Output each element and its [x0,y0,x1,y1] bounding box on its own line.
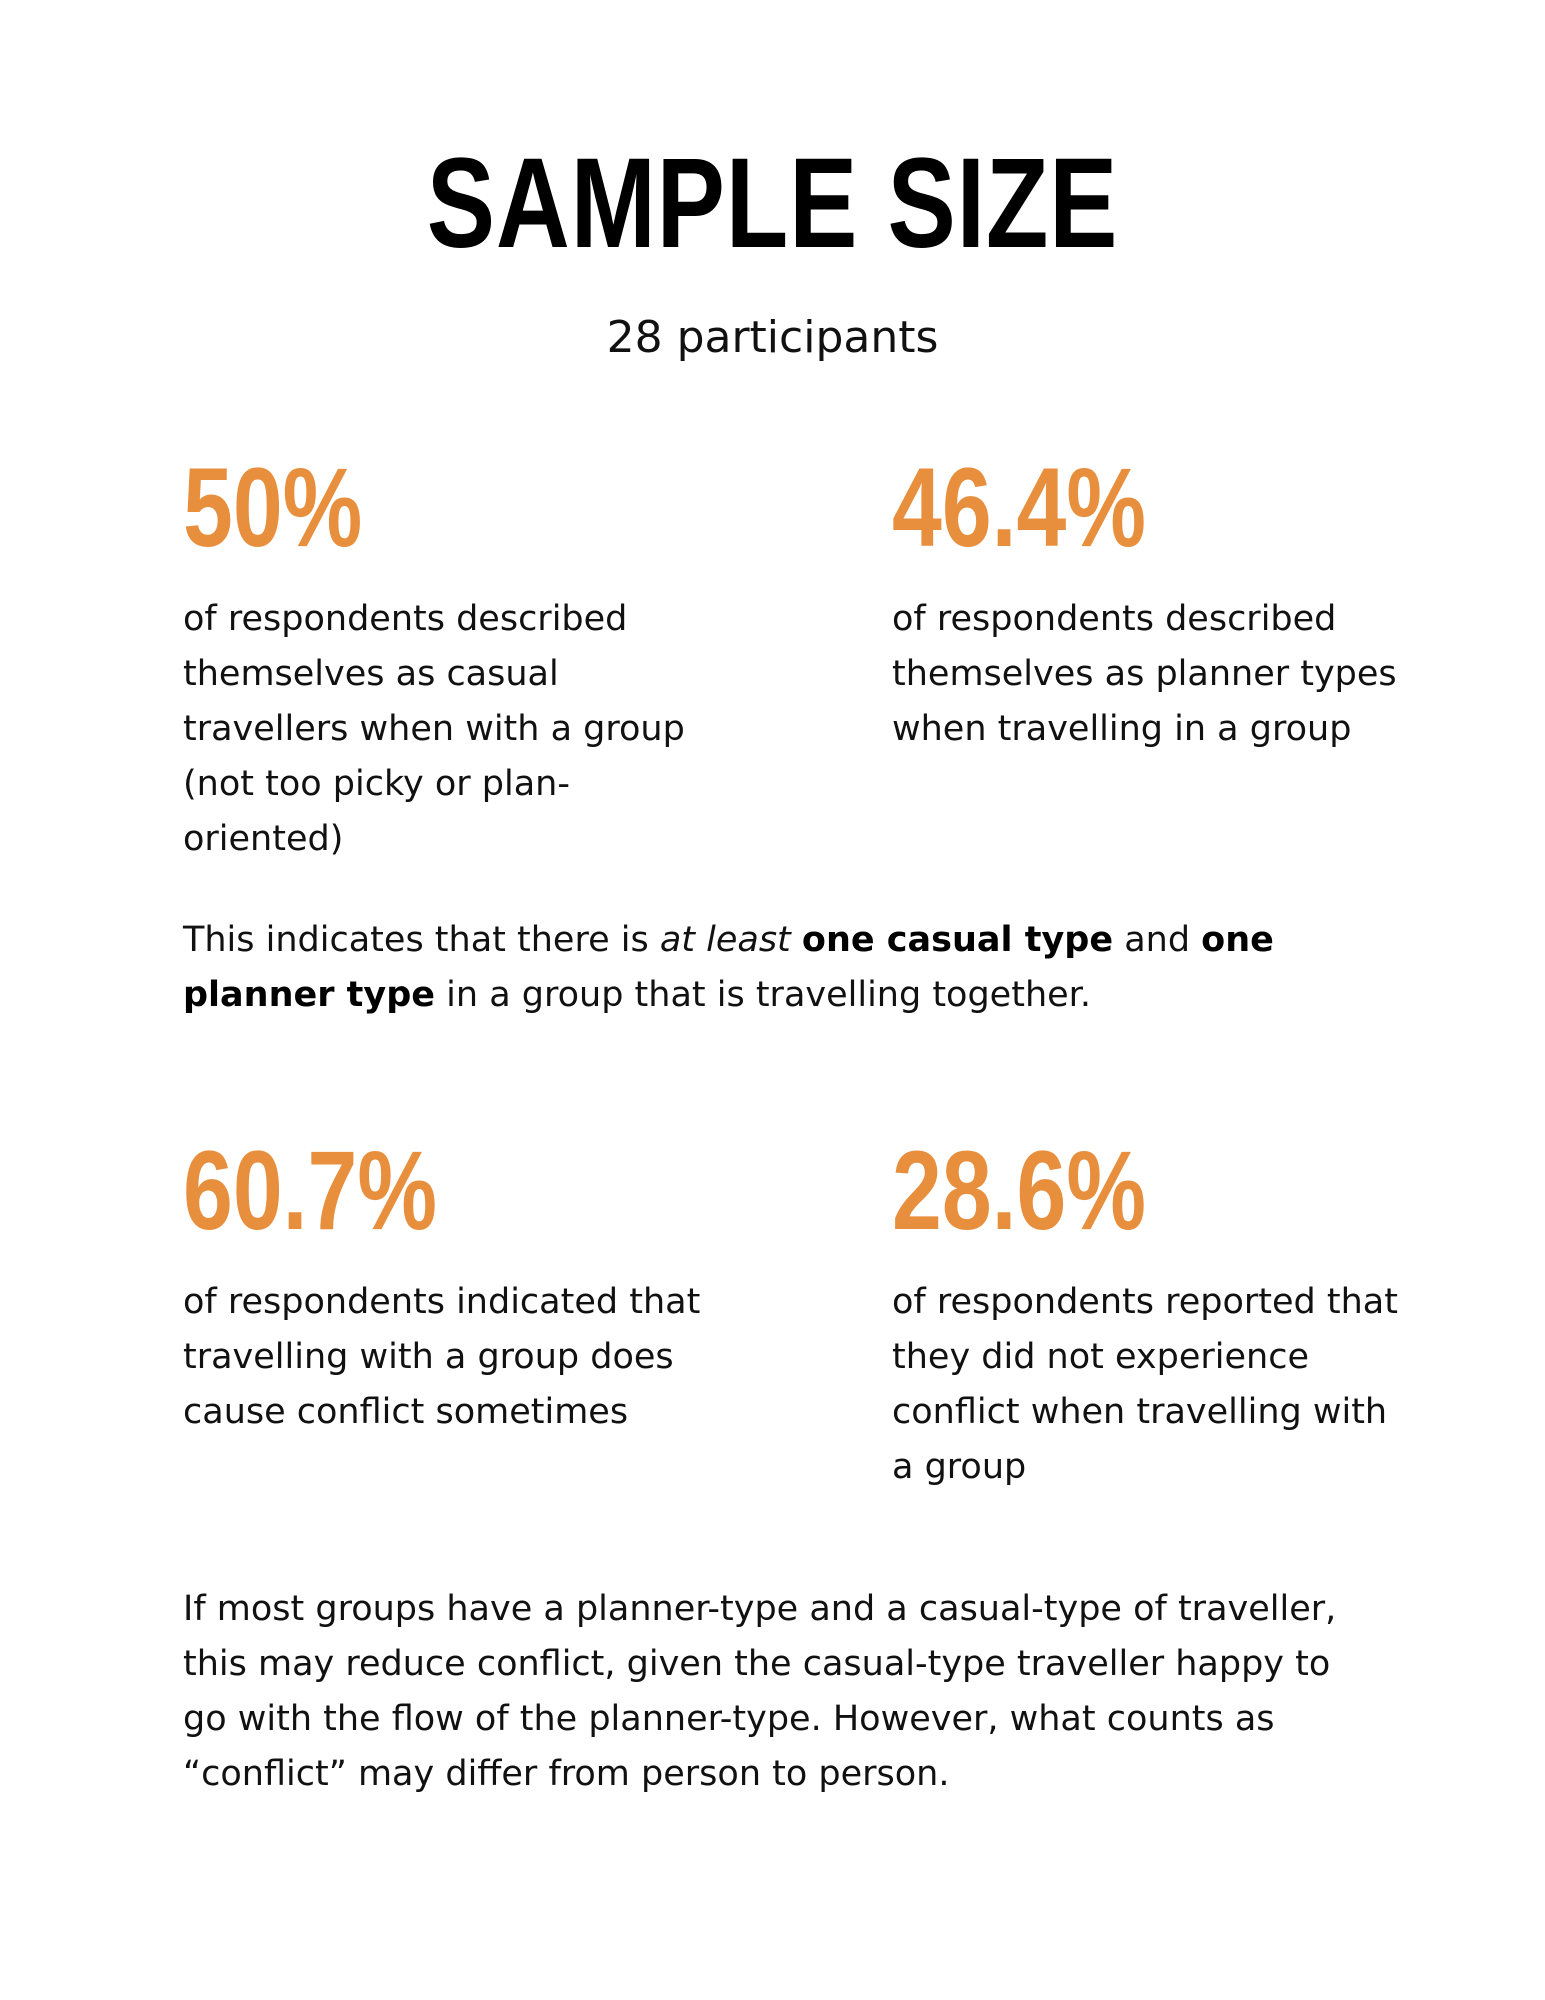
participant-count: 28 participants [606,312,939,363]
stat-planner-types [892,445,1412,757]
stat-value: 28.6% [892,1128,1147,1253]
stat-conflict-sometimes [183,1128,703,1440]
stat-value: 50% [183,445,363,570]
insight-text: and [1113,920,1202,960]
stat-description: of respondents described themselves as casual travellers when with a group (not too picky or plan-oriented) [183,599,685,859]
stat-description: of respondents indicated that travelling with a group does cause conflict sometimes [183,1282,701,1432]
insight-text: in a group that is travelling together. [435,975,1091,1015]
stat-description: of respondents reported that they did not experience conflict when travelling with a group [892,1282,1398,1487]
page-title: SAMPLE SIZE [426,132,1119,275]
insight-emphasis: at least [659,920,791,960]
insight-text [791,920,802,960]
conclusion-paragraph: If most groups have a planner-type and a casual-type of traveller, this may reduce conflict, given the casual-type traveller happy to go with the flow of the planner-type. However, what counts as “conflict” may differ from person to person. [183,1589,1337,1794]
stat-no-conflict [892,1128,1412,1495]
stat-value: 60.7% [183,1128,438,1253]
stat-description: of respondents described themselves as planner types when travelling in a group [892,599,1397,749]
stat-casual-travellers [183,445,703,867]
insight-bold-casual: one casual type [801,920,1114,960]
insight-bold-planner: one planner type [183,920,1274,1015]
stat-value: 46.4% [892,445,1147,570]
insight-text: This indicates that there is [183,920,660,960]
insight-paragraph [183,913,1383,1023]
